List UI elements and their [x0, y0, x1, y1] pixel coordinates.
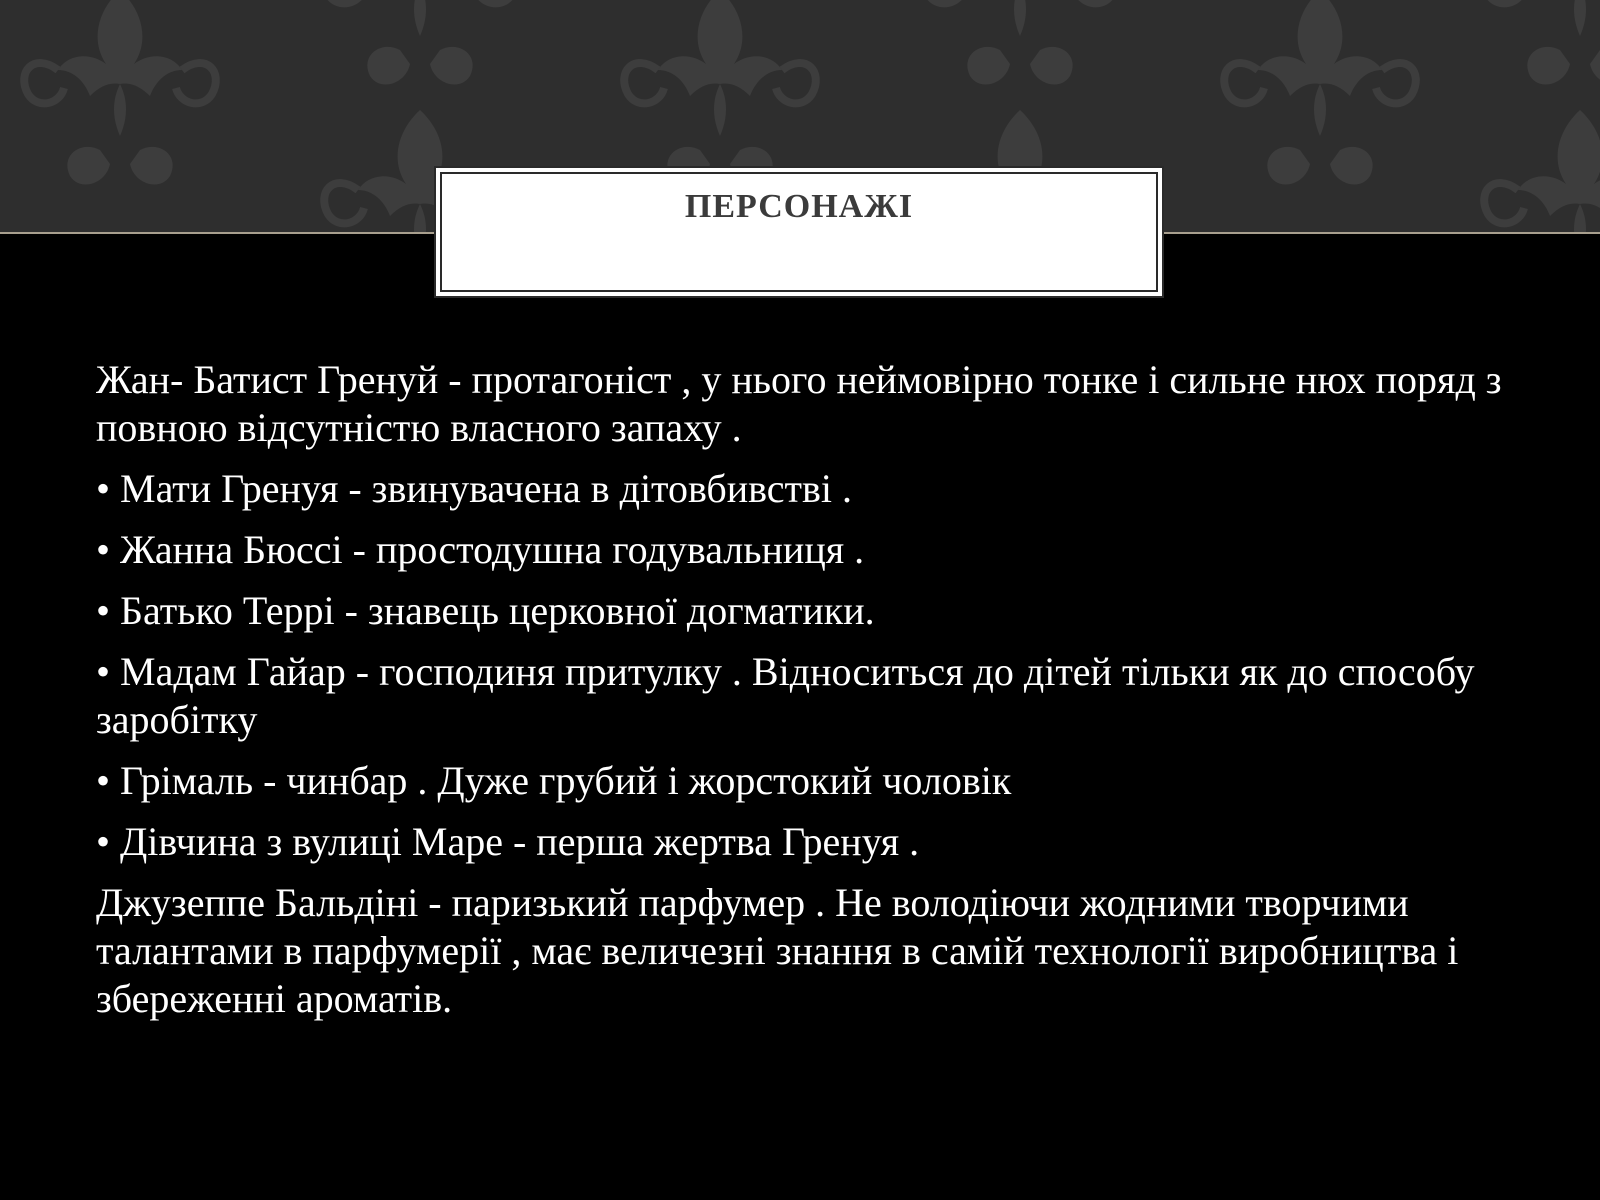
- title-box: [434, 166, 1164, 298]
- bullet-grimal: • Грімаль - чинбар . Дуже грубий і жорстокий чоловік: [96, 758, 1012, 803]
- slide-body: [96, 356, 1536, 1036]
- paragraph-baldini: Джузеппе Бальдіні - паризький парфумер . Не володіючи жодними творчими талантами в парфумерії , має величезні знання в самій технології виробництва і збереженні ароматів.: [96, 880, 1459, 1021]
- bullet-jeanne-bussie: • Жанна Бюссі - простодушна годувальниця .: [96, 527, 865, 572]
- bullet-madame-gaillard: • Мадам Гайар - господиня притулку . Відноситься до дітей тільки як до способу заробітку: [96, 649, 1475, 742]
- slide-title: ПЕРСОНАЖІ: [684, 188, 914, 225]
- bullet-girl-rue-des-marais: • Дівчина з вулиці Маре - перша жертва Гренуя .: [96, 819, 920, 864]
- paragraph-grenouille: Жан- Батист Гренуй - протагоніст , у нього неймовірно тонке і сильне нюх поряд з повною відсутністю власного запаху .: [96, 357, 1502, 450]
- bullet-grenouille-mother: • Мати Гренуя - звинувачена в дітовбивстві .: [96, 466, 853, 511]
- bullet-father-terrier: • Батько Террі - знавець церковної догматики.: [96, 588, 875, 633]
